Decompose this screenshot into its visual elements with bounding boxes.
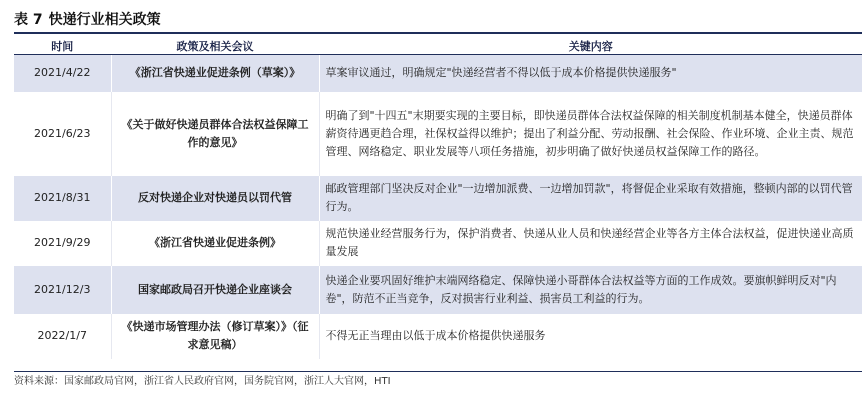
- table-row: [14, 176, 862, 221]
- table-row: [14, 92, 862, 176]
- policy-cell: 《浙江省快递业促进条例（草案）》: [111, 55, 319, 92]
- header-row: [14, 39, 862, 55]
- content-cell: 邮政管理部门坚决反对企业"一边增加派费、一边增加罚款"，将督促企业采取有效措施，整顿内部的以罚代管行为。: [319, 176, 862, 221]
- table-number: 表 7: [14, 12, 43, 28]
- policy-cell: 《浙江省快递业促进条例》: [111, 221, 319, 266]
- content-cell: 规范快递业经营服务行为，保护消费者、快递从业人员和快递经营企业等各方主体合法权益，促进快递业高质量发展: [319, 221, 862, 266]
- table-row: [14, 55, 862, 92]
- table-title-text: 快递行业相关政策: [48, 12, 161, 28]
- table-title: [14, 8, 862, 34]
- date-cell: 2021/6/23: [14, 92, 111, 176]
- date-cell: 2021/9/29: [14, 221, 111, 266]
- date-cell: 2022/1/7: [14, 314, 111, 359]
- table-row: [14, 314, 862, 359]
- content-cell: 草案审议通过，明确规定"快递经营者不得以低于成本价格提供快递服务": [319, 55, 862, 92]
- date-cell: 2021/12/3: [14, 266, 111, 314]
- date-cell: 2021/8/31: [14, 176, 111, 221]
- header-date: 时间: [14, 39, 111, 55]
- policy-cell: 《关于做好快递员群体合法权益保障工作的意见》: [111, 92, 319, 176]
- source-note: 资料来源：国家邮政局官网，浙江省人民政府官网，国务院官网，浙江人大官网，HTI: [14, 371, 862, 390]
- content-cell: 快递企业要巩固好维护末端网络稳定、保障快递小哥群体合法权益等方面的工作成效。要旗帜鲜明反对"内卷"，防范不正当竞争，反对损害行业利益、损害员工利益的行为。: [319, 266, 862, 314]
- policy-cell: 国家邮政局召开快递企业座谈会: [111, 266, 319, 314]
- policy-cell: 《快递市场管理办法（修订草案）》（征求意见稿）: [111, 314, 319, 359]
- date-cell: 2021/4/22: [14, 55, 111, 92]
- header-policy: 政策及相关会议: [111, 39, 319, 55]
- table-row: [14, 266, 862, 314]
- policy-cell: 反对快递企业对快递员以罚代管: [111, 176, 319, 221]
- table-row: [14, 221, 862, 266]
- header-content: 关键内容: [319, 39, 862, 55]
- content-cell: 不得无正当理由以低于成本价格提供快递服务: [319, 314, 862, 359]
- policy-table: [14, 39, 862, 359]
- content-cell: 明确了到"十四五"末期要实现的主要目标，即快递员群体合法权益保障的相关制度机制基本健全，快递员群体薪资待遇更趋合理，社保权益得以维护；提出了利益分配、劳动报酬、社会保险、作业环境、企业主责、规范管理、网络稳定、职业发展等八项任务措施，初步明确了做好快递员权益保障工作的路径。: [319, 92, 862, 176]
